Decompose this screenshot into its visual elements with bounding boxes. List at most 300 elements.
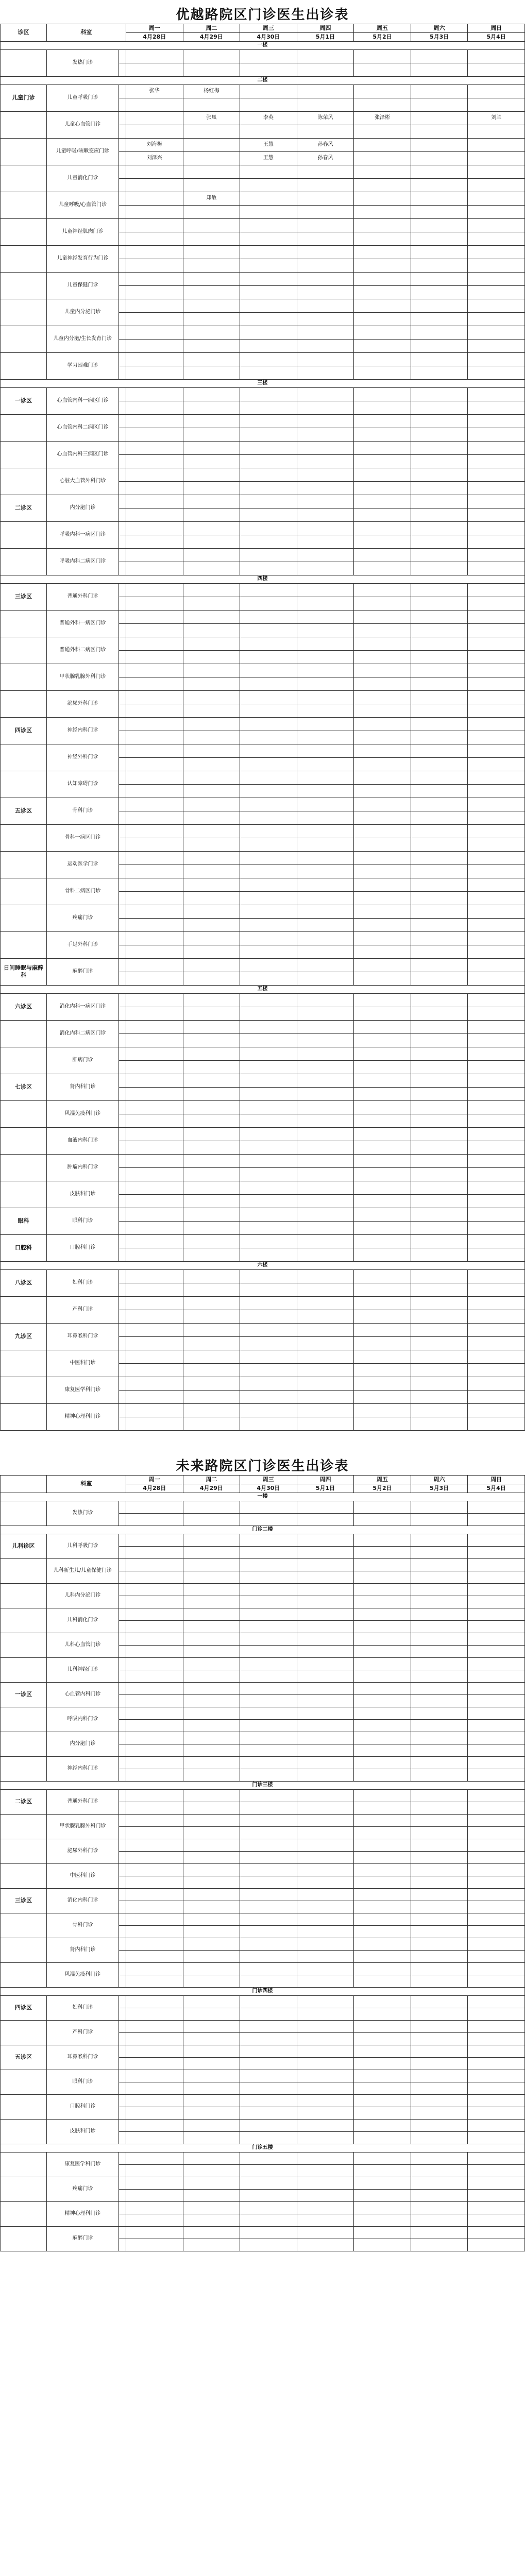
pm-marker xyxy=(119,623,126,637)
doctor-cell xyxy=(297,352,354,366)
doctor-cell xyxy=(354,387,411,401)
doctor-cell xyxy=(183,1248,240,1261)
doctor-cell xyxy=(354,597,411,610)
doctor-cell xyxy=(411,1390,468,1403)
dept-cell: 神经外科门诊 xyxy=(47,744,119,771)
header-day: 周一 xyxy=(126,24,183,33)
doctor-cell xyxy=(411,218,468,232)
pm-marker xyxy=(119,1901,126,1913)
doctor-cell xyxy=(183,1390,240,1403)
doctor-cell xyxy=(354,1995,411,2008)
doctor-cell xyxy=(240,468,297,481)
doctor-cell xyxy=(468,1608,525,1620)
doctor-cell xyxy=(297,1826,354,1839)
doctor-cell xyxy=(183,1645,240,1657)
doctor-cell xyxy=(126,63,183,76)
doctor-cell xyxy=(354,1888,411,1901)
doctor-cell xyxy=(183,1851,240,1863)
pm-marker xyxy=(119,1744,126,1756)
am-marker xyxy=(119,931,126,945)
doctor-cell xyxy=(411,972,468,985)
doctor-cell xyxy=(126,1682,183,1694)
dept-cell: 甲状腺乳腺外科门诊 xyxy=(47,1814,119,1839)
doctor-cell xyxy=(183,1513,240,1526)
zone-cell: 一诊区 xyxy=(1,387,47,414)
doctor-cell xyxy=(468,1888,525,1901)
am-marker xyxy=(119,993,126,1007)
doctor-cell xyxy=(183,1296,240,1310)
header-date: 5月3日 xyxy=(411,1484,468,1493)
zone-cell xyxy=(1,1403,47,1430)
doctor-cell xyxy=(468,1087,525,1100)
doctor-cell xyxy=(468,623,525,637)
doctor-cell xyxy=(126,610,183,623)
doctor-cell xyxy=(354,1608,411,1620)
doctor-cell xyxy=(126,1403,183,1417)
floor-label: 三楼 xyxy=(1,379,525,387)
doctor-cell xyxy=(411,1814,468,1826)
header-date: 5月4日 xyxy=(468,1484,525,1493)
doctor-cell xyxy=(183,1060,240,1074)
doctor-cell xyxy=(183,1350,240,1363)
doctor-cell xyxy=(297,535,354,548)
zone-cell xyxy=(1,468,47,495)
doctor-cell xyxy=(411,1608,468,1620)
header-date: 5月4日 xyxy=(468,32,525,41)
doctor-cell xyxy=(126,1876,183,1888)
doctor-cell xyxy=(126,1060,183,1074)
doctor-cell xyxy=(126,677,183,690)
doctor-cell xyxy=(183,851,240,865)
table-row xyxy=(1,2045,525,2057)
doctor-cell xyxy=(354,1756,411,1769)
doctor-cell xyxy=(126,521,183,535)
doctor-cell xyxy=(183,623,240,637)
doctor-cell xyxy=(126,1127,183,1141)
doctor-cell xyxy=(468,1876,525,1888)
doctor-cell xyxy=(183,757,240,771)
doctor-cell: 张凤 xyxy=(183,111,240,125)
doctor-cell xyxy=(183,1310,240,1323)
doctor-cell xyxy=(240,690,297,704)
doctor-cell xyxy=(240,521,297,535)
am-marker xyxy=(119,245,126,259)
doctor-cell xyxy=(126,125,183,138)
doctor-cell xyxy=(354,495,411,508)
doctor-cell xyxy=(240,757,297,771)
am-marker xyxy=(119,664,126,677)
doctor-cell xyxy=(183,744,240,757)
zone-cell xyxy=(1,690,47,717)
doctor-cell xyxy=(354,259,411,272)
doctor-cell xyxy=(297,1546,354,1558)
doctor-cell xyxy=(183,454,240,468)
doctor-cell xyxy=(354,1154,411,1167)
doctor-cell xyxy=(183,1208,240,1221)
doctor-cell xyxy=(468,878,525,891)
doctor-cell xyxy=(354,1620,411,1633)
doctor-cell xyxy=(411,1221,468,1234)
dept-cell: 皮肤科门诊 xyxy=(47,1181,119,1208)
doctor-cell xyxy=(411,1744,468,1756)
zone-cell xyxy=(1,245,47,272)
doctor-cell xyxy=(240,441,297,454)
doctor-cell xyxy=(468,1901,525,1913)
doctor-cell xyxy=(183,1167,240,1181)
doctor-cell xyxy=(297,2107,354,2119)
floor-label: 四楼 xyxy=(1,575,525,583)
doctor-cell xyxy=(240,481,297,495)
am-marker xyxy=(119,1181,126,1194)
doctor-cell xyxy=(126,2152,183,2164)
doctor-cell xyxy=(240,1707,297,1719)
header-dept: 科室 xyxy=(47,1476,126,1493)
doctor-cell xyxy=(411,312,468,326)
doctor-cell xyxy=(354,1296,411,1310)
header-date: 5月1日 xyxy=(297,1484,354,1493)
doctor-cell xyxy=(297,1694,354,1707)
doctor-cell xyxy=(126,1744,183,1756)
doctor-cell xyxy=(126,441,183,454)
table-row xyxy=(1,1208,525,1221)
pm-marker xyxy=(119,784,126,798)
doctor-cell xyxy=(297,1995,354,2008)
doctor-cell xyxy=(297,401,354,414)
doctor-cell xyxy=(468,1962,525,1975)
am-marker xyxy=(119,1534,126,1546)
doctor-cell xyxy=(240,1789,297,1802)
doctor-cell xyxy=(126,299,183,312)
doctor-cell xyxy=(411,771,468,784)
doctor-cell xyxy=(240,1403,297,1417)
doctor-cell xyxy=(468,2020,525,2032)
doctor-cell xyxy=(354,1390,411,1403)
doctor-cell xyxy=(183,1769,240,1781)
doctor-cell xyxy=(468,441,525,454)
doctor-cell xyxy=(183,205,240,218)
doctor-cell xyxy=(240,2131,297,2144)
doctor-cell: 刘海梅 xyxy=(126,138,183,151)
doctor-cell xyxy=(240,1534,297,1546)
pm-marker xyxy=(119,2131,126,2144)
zone-cell: 八诊区 xyxy=(1,1269,47,1296)
doctor-cell xyxy=(468,1863,525,1876)
doctor-cell xyxy=(126,218,183,232)
table-row xyxy=(1,1377,525,1390)
header-date: 5月2日 xyxy=(354,1484,411,1493)
doctor-cell xyxy=(468,2082,525,2094)
doctor-cell xyxy=(411,1154,468,1167)
header-day: 周一 xyxy=(126,1476,183,1484)
dept-cell: 肝病门诊 xyxy=(47,1047,119,1074)
doctor-cell xyxy=(354,1323,411,1336)
doctor-cell xyxy=(411,1707,468,1719)
doctor-cell xyxy=(354,454,411,468)
doctor-cell xyxy=(468,1802,525,1814)
table-row xyxy=(1,1558,525,1571)
doctor-cell xyxy=(297,851,354,865)
doctor-cell xyxy=(240,993,297,1007)
doctor-cell xyxy=(240,495,297,508)
doctor-cell xyxy=(354,1876,411,1888)
doctor-cell xyxy=(183,312,240,326)
pm-marker xyxy=(119,1390,126,1403)
doctor-cell xyxy=(297,1167,354,1181)
doctor-cell xyxy=(354,1938,411,1950)
doctor-cell xyxy=(126,285,183,299)
doctor-cell xyxy=(240,1571,297,1583)
pm-marker xyxy=(119,481,126,495)
doctor-cell xyxy=(468,1181,525,1194)
pm-marker xyxy=(119,312,126,326)
doctor-cell xyxy=(240,1876,297,1888)
doctor-cell xyxy=(411,2107,468,2119)
doctor-cell xyxy=(240,1074,297,1087)
doctor-cell xyxy=(468,125,525,138)
pm-marker xyxy=(119,945,126,958)
zone-cell xyxy=(1,272,47,299)
doctor-cell xyxy=(354,205,411,218)
doctor-cell xyxy=(183,1863,240,1876)
doctor-cell xyxy=(240,2164,297,2177)
doctor-cell xyxy=(468,1060,525,1074)
pm-marker xyxy=(119,2057,126,2070)
doctor-cell xyxy=(183,285,240,299)
doctor-cell xyxy=(240,704,297,717)
doctor-cell xyxy=(411,731,468,744)
doctor-cell xyxy=(354,1534,411,1546)
doctor-cell xyxy=(240,508,297,521)
doctor-cell xyxy=(297,1814,354,1826)
doctor-cell xyxy=(354,312,411,326)
doctor-cell xyxy=(297,562,354,575)
doctor-cell xyxy=(240,299,297,312)
doctor-cell xyxy=(411,481,468,495)
pm-marker xyxy=(119,125,126,138)
doctor-cell xyxy=(126,1826,183,1839)
doctor-cell xyxy=(354,1925,411,1938)
doctor-cell xyxy=(411,2119,468,2131)
zone-cell: 六诊区 xyxy=(1,993,47,1020)
doctor-cell xyxy=(297,1851,354,1863)
zone-cell: 眼科 xyxy=(1,1208,47,1234)
doctor-cell xyxy=(297,1403,354,1417)
table-row xyxy=(1,744,525,757)
doctor-cell xyxy=(411,1682,468,1694)
doctor-cell xyxy=(126,2070,183,2082)
doctor-cell xyxy=(240,2177,297,2189)
floor-row xyxy=(1,1261,525,1269)
doctor-cell xyxy=(411,2032,468,2045)
doctor-cell xyxy=(411,1633,468,1645)
doctor-cell xyxy=(411,1546,468,1558)
doctor-cell xyxy=(468,1248,525,1261)
header-date: 4月28日 xyxy=(126,32,183,41)
table-row xyxy=(1,771,525,784)
doctor-cell xyxy=(354,1596,411,1608)
doctor-cell xyxy=(183,1608,240,1620)
zone-cell xyxy=(1,2226,47,2251)
doctor-cell xyxy=(411,1100,468,1114)
doctor-cell xyxy=(126,481,183,495)
doctor-cell xyxy=(126,1995,183,2008)
doctor-cell xyxy=(354,2070,411,2082)
doctor-cell xyxy=(468,1925,525,1938)
table-row xyxy=(1,1181,525,1194)
pm-marker xyxy=(119,428,126,441)
doctor-cell xyxy=(240,285,297,299)
am-marker xyxy=(119,1296,126,1310)
doctor-cell xyxy=(297,838,354,851)
doctor-cell xyxy=(468,138,525,151)
pm-marker xyxy=(119,1194,126,1208)
doctor-cell xyxy=(126,731,183,744)
doctor-cell xyxy=(468,1620,525,1633)
doctor-cell xyxy=(468,1283,525,1296)
doctor-cell xyxy=(354,905,411,918)
doctor-cell xyxy=(240,1390,297,1403)
am-marker xyxy=(119,2070,126,2082)
doctor-cell xyxy=(126,1033,183,1047)
table-row xyxy=(1,1296,525,1310)
doctor-cell xyxy=(126,1950,183,1962)
dept-cell: 发热门诊 xyxy=(47,49,119,76)
doctor-cell xyxy=(468,1534,525,1546)
doctor-cell xyxy=(183,1826,240,1839)
am-marker xyxy=(119,2201,126,2214)
doctor-cell xyxy=(297,2045,354,2057)
doctor-cell xyxy=(468,312,525,326)
doctor-cell xyxy=(468,245,525,259)
doctor-cell xyxy=(468,2164,525,2177)
dept-cell: 儿科内分泌门诊 xyxy=(47,1583,119,1608)
doctor-cell xyxy=(297,521,354,535)
doctor-cell xyxy=(297,993,354,1007)
doctor-cell xyxy=(354,664,411,677)
doctor-cell xyxy=(354,2020,411,2032)
zone-cell xyxy=(1,744,47,771)
doctor-cell xyxy=(240,744,297,757)
doctor-cell xyxy=(411,165,468,178)
doctor-cell xyxy=(354,1571,411,1583)
doctor-cell xyxy=(240,1558,297,1571)
doctor-cell xyxy=(468,1719,525,1732)
doctor-cell xyxy=(468,1336,525,1350)
zone-cell xyxy=(1,218,47,245)
zone-cell xyxy=(1,1814,47,1839)
doctor-cell xyxy=(240,1501,297,1513)
dept-cell: 眼科门诊 xyxy=(47,1208,119,1234)
pm-marker xyxy=(119,650,126,664)
doctor-cell xyxy=(240,1087,297,1100)
zone-cell xyxy=(1,931,47,958)
doctor-cell xyxy=(240,272,297,285)
doctor-cell xyxy=(297,1756,354,1769)
doctor-cell xyxy=(126,2032,183,2045)
doctor-cell xyxy=(411,2164,468,2177)
doctor-cell xyxy=(468,2094,525,2107)
pm-marker xyxy=(119,1167,126,1181)
doctor-cell xyxy=(297,1789,354,1802)
doctor-cell xyxy=(297,548,354,562)
doctor-cell xyxy=(297,1901,354,1913)
doctor-cell xyxy=(411,2131,468,2144)
doctor-cell xyxy=(411,1995,468,2008)
doctor-cell xyxy=(354,1020,411,1033)
table-row xyxy=(1,1234,525,1248)
dept-cell: 产科门诊 xyxy=(47,2020,119,2045)
doctor-cell xyxy=(354,717,411,731)
doctor-cell xyxy=(354,562,411,575)
table-row xyxy=(1,548,525,562)
doctor-cell xyxy=(183,2177,240,2189)
doctor-cell xyxy=(297,2177,354,2189)
doctor-cell xyxy=(297,495,354,508)
doctor-cell xyxy=(411,1876,468,1888)
doctor-cell xyxy=(468,535,525,548)
doctor-cell xyxy=(183,972,240,985)
zone-cell xyxy=(1,1181,47,1208)
doctor-cell xyxy=(183,1620,240,1633)
doctor-cell xyxy=(240,891,297,905)
doctor-cell xyxy=(468,1007,525,1020)
am-marker xyxy=(119,2226,126,2239)
doctor-cell xyxy=(126,2226,183,2239)
doctor-cell xyxy=(354,851,411,865)
doctor-cell xyxy=(468,1020,525,1033)
doctor-cell xyxy=(297,272,354,285)
doctor-cell xyxy=(354,1863,411,1876)
pm-marker xyxy=(119,1336,126,1350)
doctor-cell xyxy=(411,2152,468,2164)
am-marker xyxy=(119,387,126,401)
doctor-cell xyxy=(411,1732,468,1744)
doctor-cell xyxy=(183,891,240,905)
sheet-title: 优越路院区门诊医生出诊表 xyxy=(176,7,349,23)
pm-marker xyxy=(119,1546,126,1558)
doctor-cell: 孙春风 xyxy=(297,151,354,165)
doctor-cell xyxy=(354,232,411,245)
doctor-cell xyxy=(183,1154,240,1167)
doctor-cell xyxy=(126,232,183,245)
dept-cell: 普通外科一病区门诊 xyxy=(47,610,119,637)
doctor-cell xyxy=(297,744,354,757)
table-row xyxy=(1,1350,525,1363)
am-marker xyxy=(119,905,126,918)
pm-marker xyxy=(119,98,126,111)
doctor-cell xyxy=(297,2226,354,2239)
doctor-cell xyxy=(411,401,468,414)
doctor-cell xyxy=(354,865,411,878)
table-row xyxy=(1,1323,525,1336)
pm-marker xyxy=(119,1571,126,1583)
doctor-cell xyxy=(354,891,411,905)
doctor-cell xyxy=(411,352,468,366)
doctor-cell xyxy=(126,1863,183,1876)
doctor-cell xyxy=(240,1283,297,1296)
doctor-cell xyxy=(126,468,183,481)
doctor-cell xyxy=(126,1141,183,1154)
pm-marker xyxy=(119,2214,126,2226)
doctor-cell xyxy=(297,1296,354,1310)
doctor-cell xyxy=(183,610,240,623)
doctor-cell xyxy=(126,1901,183,1913)
doctor-cell xyxy=(297,1913,354,1925)
doctor-cell xyxy=(411,63,468,76)
doctor-cell xyxy=(126,428,183,441)
doctor-cell xyxy=(411,178,468,192)
doctor-cell xyxy=(183,508,240,521)
